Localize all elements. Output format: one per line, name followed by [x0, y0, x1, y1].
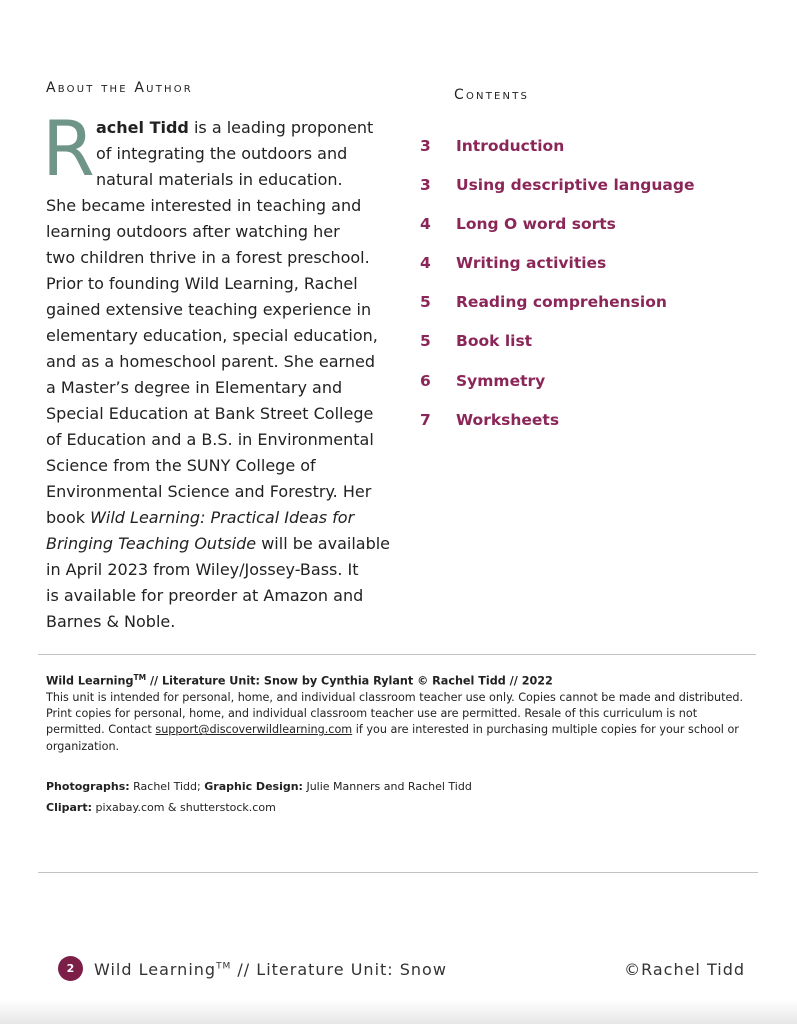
- toc-page-number: 7: [420, 410, 431, 429]
- toc-title: Long O word sorts: [456, 215, 616, 234]
- credits-photos: Photographs: Rachel Tidd; Graphic Design: Julie Manners and Rachel Tidd: [46, 780, 472, 793]
- divider-bottom: [38, 872, 758, 873]
- credits-clipart: Clipart: pixabay.com & shutterstock.com: [46, 801, 276, 814]
- legal-notice: [46, 670, 758, 755]
- support-email-link[interactable]: support@discoverwildlearning.com: [155, 723, 353, 737]
- toc-item[interactable]: [420, 254, 760, 293]
- toc-title: Book list: [456, 332, 533, 351]
- toc-page-number: 3: [420, 176, 431, 195]
- legal-title: Wild Learning™ // Literature Unit: Snow by Cynthia Rylant © Rachel Tidd // 2022: [46, 673, 553, 688]
- bio-line: book Wild Learning: Practical Ideas for: [46, 508, 355, 527]
- toc-item[interactable]: [420, 411, 760, 450]
- legal-line: Print copies for personal, home, and individual classroom teacher use are permitted. Resale of this curriculum is not: [46, 707, 698, 721]
- toc-title: Reading comprehension: [456, 293, 667, 312]
- page-footer: [0, 955, 797, 987]
- toc-title: Using descriptive language: [456, 176, 695, 195]
- toc-page-number: 4: [420, 254, 431, 273]
- toc-item[interactable]: [420, 176, 760, 215]
- page-edge-shadow: [0, 1000, 797, 1024]
- toc-title: Symmetry: [456, 371, 546, 390]
- toc-page-number: 5: [420, 293, 431, 312]
- bio-line: learning outdoors after watching her: [46, 222, 340, 241]
- bio-line: Prior to founding Wild Learning, Rachel: [46, 274, 358, 293]
- toc-page-number: 5: [420, 332, 431, 351]
- table-of-contents: [420, 137, 760, 450]
- bio-line: She became interested in teaching and: [46, 196, 362, 215]
- toc-page-number: 3: [420, 137, 431, 155]
- author-bio: [42, 104, 391, 635]
- page-number-badge: 2: [58, 956, 83, 981]
- credits: [46, 776, 472, 818]
- toc-item[interactable]: [420, 215, 760, 254]
- footer-title: Wild Learning™ // Literature Unit: Snow: [94, 960, 447, 979]
- bio-line: is available for preorder at Amazon and: [46, 586, 364, 605]
- toc-item[interactable]: [420, 332, 760, 371]
- bio-line: Environmental Science and Forestry. Her: [46, 482, 372, 501]
- contents-heading: Contents: [454, 87, 530, 103]
- bio-line: gained extensive teaching experience in: [46, 300, 372, 319]
- footer-copyright: ©Rachel Tidd: [624, 960, 745, 979]
- bio-line: elementary education, special education,: [46, 326, 378, 345]
- toc-page-number: 6: [420, 371, 431, 390]
- bio-line: of Education and a B.S. in Environmental: [46, 430, 374, 449]
- bio-line: Special Education at Bank Street College: [46, 404, 374, 423]
- bio-line: Bringing Teaching Outside will be available: [46, 534, 391, 553]
- bio-dropcap: R: [42, 104, 95, 193]
- legal-line: permitted. Contact support@discoverwildlearning.com if you are interested in purchasing multiple copies for your school or: [46, 723, 739, 737]
- bio-line: natural materials in education.: [96, 170, 343, 189]
- bio-line: of integrating the outdoors and: [96, 144, 348, 163]
- about-author-heading: About the Author: [46, 80, 193, 96]
- legal-line: This unit is intended for personal, home, and individual classroom teacher use only. Copies cannot be made and distributed.: [46, 690, 743, 704]
- toc-item[interactable]: [420, 293, 760, 332]
- bio-line: Barnes & Noble.: [46, 612, 176, 631]
- bio-lines: [46, 115, 391, 635]
- legal-line: organization.: [46, 739, 120, 753]
- toc-item[interactable]: [420, 372, 760, 411]
- toc-title: Introduction: [456, 137, 565, 155]
- divider-top: [38, 654, 756, 655]
- bio-line: achel Tidd is a leading proponent: [96, 118, 374, 137]
- toc-page-number: 4: [420, 215, 431, 234]
- bio-line: in April 2023 from Wiley/Jossey-Bass. It: [46, 560, 359, 579]
- bio-line: a Master’s degree in Elementary and: [46, 378, 343, 397]
- bio-line: two children thrive in a forest preschool.: [46, 248, 370, 267]
- toc-title: Worksheets: [456, 410, 560, 429]
- toc-item[interactable]: [420, 137, 760, 176]
- toc-title: Writing activities: [456, 254, 607, 273]
- bio-line: and as a homeschool parent. She earned: [46, 352, 375, 371]
- bio-line: Science from the SUNY College of: [46, 456, 316, 475]
